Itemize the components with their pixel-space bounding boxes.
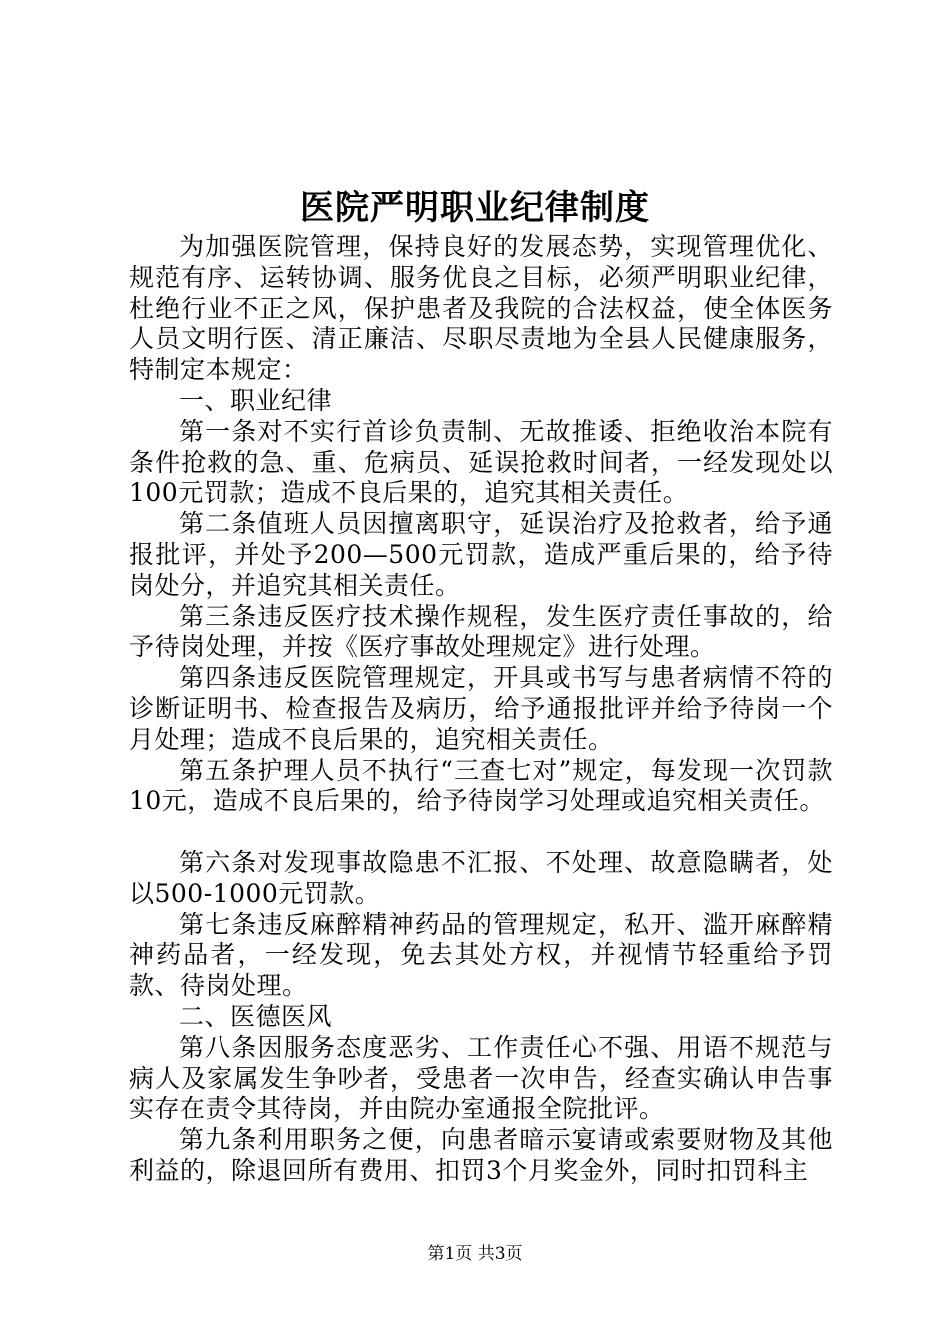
article-8: 第八条因服务态度恶劣、工作责任心不强、用语不规范与病人及家属发生争吵者，受患者一次申告，经查实确认申告事实存在责令其待岗，并由院办室通报全院批评。 xyxy=(129,1032,833,1124)
section-heading-discipline: 一、职业纪律 xyxy=(179,385,333,415)
article-7: 第七条违反麻醉精神药品的管理规定，私开、滥开麻醉精神药品者，一经发现，免去其处方权，并视情节轻重给予罚款、待岗处理。 xyxy=(129,909,833,1001)
document-body xyxy=(129,232,833,1187)
page-footer: 第1页 共3页 xyxy=(427,1244,523,1264)
article-6: 第六条对发现事故隐患不汇报、不处理、故意隐瞒者，处以500-1000元罚款。 xyxy=(129,847,833,908)
article-2: 第二条值班人员因擅离职守，延误治疗及抢救者，给予通报批评，并处予200—500元罚款，造成严重后果的，给予待岗处分，并追究其相关责任。 xyxy=(129,509,833,600)
article-3: 第三条违反医疗技术操作规程，发生医疗责任事故的，给予待岗处理，并按《医疗事故处理规定》进行处理。 xyxy=(129,601,833,662)
article-9: 第九条利用职务之便，向患者暗示宴请或索要财物及其他利益的，除退回所有费用、扣罚3个月奖金外，同时扣罚科主 xyxy=(129,1125,833,1185)
section-heading-ethics: 二、医德医风 xyxy=(179,1001,333,1031)
article-1: 第一条对不实行首诊负责制、无故推诿、拒绝收治本院有条件抢救的急、重、危病员、延误抢救时间者，一经发现处以100元罚款；造成不良后果的，追究其相关责任。 xyxy=(129,416,833,508)
article-4: 第四条违反医院管理规定，开具或书写与患者病情不符的诊断证明书、检查报告及病历，给予通报批评并给予待岗一个月处理；造成不良后果的，追究相关责任。 xyxy=(129,663,833,754)
blank-line xyxy=(129,817,833,848)
document-title: 医院严明职业纪律制度 xyxy=(300,188,650,228)
article-5: 第五条护理人员不执行“三查七对”规定，每发现一次罚款10元，造成不良后果的，给予待岗学习处理或追究相关责任。 xyxy=(129,755,833,816)
paragraph-intro: 为加强医院管理，保持良好的发展态势，实现管理优化、规范有序、运转协调、服务优良之目标，必须严明职业纪律，杜绝行业不正之风，保护患者及我院的合法权益，使全体医务人员文明行医、清正廉洁、尽职尽责地为全县人民健康服务，特制定本规定： xyxy=(129,232,833,385)
